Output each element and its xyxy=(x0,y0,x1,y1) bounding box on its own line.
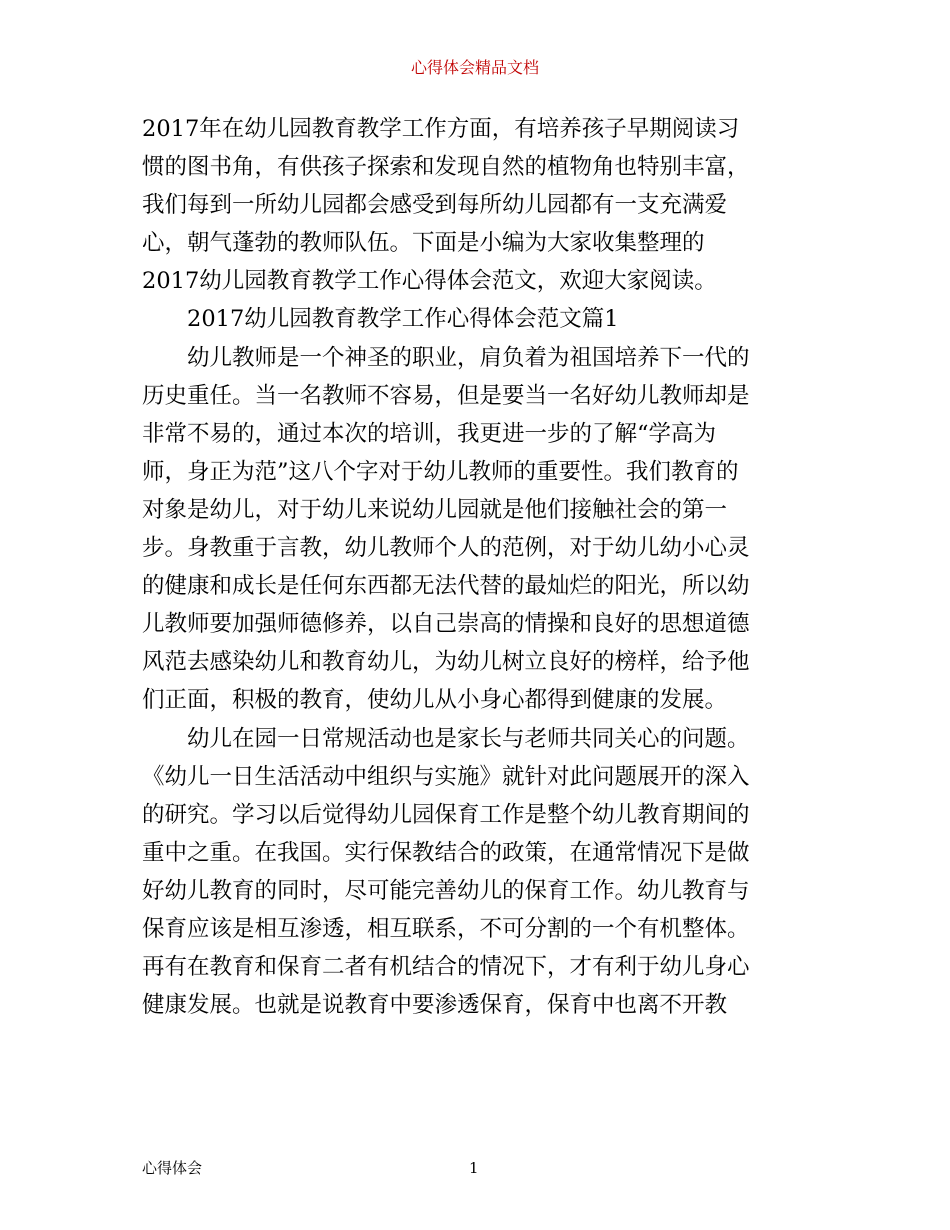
text-line: 好幼儿教育的同时，尽可能完善幼儿的保育工作。幼儿教育与 xyxy=(142,877,750,904)
footer-label: 心得体会 xyxy=(142,1159,203,1177)
section-heading: 2017幼儿园教育教学工作心得体会范文篇1 xyxy=(142,306,619,333)
text-line: 步。身教重于言教，幼儿教师个人的范例，对于幼儿幼小心灵 xyxy=(142,535,750,562)
text-line: 们正面，积极的教育，使幼儿从小身心都得到健康的发展。 xyxy=(142,687,728,714)
text-line: 幼儿在园一日常规活动也是家长与老师共同关心的问题。 xyxy=(142,725,750,752)
text-line: 重中之重。在我国。实行保教结合的政策，在通常情况下是做 xyxy=(142,839,750,866)
text-line: 幼儿教师是一个神圣的职业，肩负着为祖国培养下一代的 xyxy=(142,344,750,371)
document-body xyxy=(142,110,812,1024)
text-line: 历史重任。当一名教师不容易，但是要当一名好幼儿教师却是 xyxy=(142,382,750,409)
text-line: 《幼儿一日生活活动中组织与实施》就针对此问题展开的深入 xyxy=(142,763,750,790)
text-line: 师，身正为范”这八个字对于幼儿教师的重要性。我们教育的 xyxy=(142,458,739,485)
text-line: 惯的图书角，有供孩子探索和发现自然的植物角也特别丰富， xyxy=(142,154,750,181)
document-header-title: 心得体会精品文档 xyxy=(410,58,539,77)
text-line: 心，朝气蓬勃的教师队伍。下面是小编为大家收集整理的 xyxy=(142,230,705,257)
text-line: 的健康和成长是任何东西都无法代替的最灿烂的阳光，所以幼 xyxy=(142,573,750,600)
text-line: 2017年在幼儿园教育教学工作方面，有培养孩子早期阅读习 xyxy=(142,116,740,142)
text-line: 我们每到一所幼儿园都会感受到每所幼儿园都有一支充满爱 xyxy=(142,192,728,219)
text-line: 非常不易的，通过本次的培训，我更进一步的了解“学高为 xyxy=(142,420,717,447)
text-line: 健康发展。也就是说教育中要渗透保育，保育中也离不开教 xyxy=(142,992,728,1019)
text-line: 儿教师要加强师德修养，以自己崇高的情操和良好的思想道德 xyxy=(142,611,750,638)
text-line: 保育应该是相互渗透，相互联系，不可分割的一个有机整体。 xyxy=(142,915,750,942)
text-line: 的研究。学习以后觉得幼儿园保育工作是整个幼儿教育期间的 xyxy=(142,801,750,828)
text-line: 再有在教育和保育二者有机结合的情况下，才有利于幼儿身心 xyxy=(142,954,750,981)
text-line: 2017幼儿园教育教学工作心得体会范文，欢迎大家阅读。 xyxy=(142,268,717,295)
page-number: 1 xyxy=(469,1159,479,1177)
text-line: 风范去感染幼儿和教育幼儿，为幼儿树立良好的榜样，给予他 xyxy=(142,649,750,676)
text-line: 对象是幼儿，对于幼儿来说幼儿园就是他们接触社会的第一 xyxy=(142,496,728,523)
